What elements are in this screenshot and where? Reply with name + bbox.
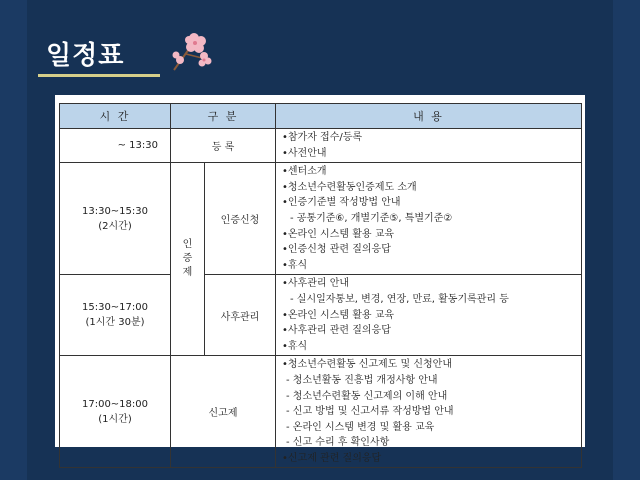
registration-content	[276, 129, 582, 163]
header-content: 내 용	[276, 104, 582, 129]
flower-icon	[168, 28, 212, 74]
table-row-after-manage	[60, 275, 582, 356]
report-category: 신고제	[171, 356, 276, 468]
time-range: 17:00~18:00	[81, 398, 148, 410]
list-item: •온라인 시스템 활용 교육	[282, 228, 395, 240]
list-item: •청소년수련활동인증제도 소개	[282, 181, 417, 193]
list-item: - 청소년활동 진흥법 개정사항 안내	[286, 374, 438, 386]
after-manage-time	[60, 275, 171, 356]
list-item: - 신고 방법 및 신고서류 작성방법 안내	[286, 406, 454, 418]
list-item: - 청소년수련활동 신고제의 이해 안내	[286, 390, 448, 402]
schedule-table	[59, 103, 582, 468]
after-manage-category: 사후관리	[205, 275, 276, 356]
list-item: •신고제 관련 질의응답	[282, 452, 382, 464]
list-item: - 공통기준⑥, 개별기준⑤, 특별기준②	[290, 212, 453, 224]
after-manage-content	[276, 275, 582, 356]
schedule-panel	[55, 95, 585, 464]
table-row-cert-apply	[60, 163, 582, 275]
title-underline	[38, 74, 160, 77]
report-content	[276, 356, 582, 468]
cert-group-char: 증	[182, 253, 193, 265]
header-category: 구 분	[171, 104, 276, 129]
time-duration: (2시간)	[98, 220, 132, 232]
list-item: •휴식	[282, 259, 308, 271]
list-item: •사후관리 안내	[282, 278, 350, 290]
cert-apply-time	[60, 163, 171, 275]
cert-group-label	[171, 163, 205, 356]
list-item: •휴식	[282, 340, 308, 352]
registration-time: ~ 13:30	[60, 129, 171, 163]
list-item: •사후관리 관련 질의응답	[282, 325, 391, 337]
cert-apply-category: 인증신청	[205, 163, 276, 275]
list-item: •청소년수련활동 신고제도 및 신청안내	[282, 359, 452, 371]
list-item: - 신고 수리 후 확인사항	[286, 437, 390, 449]
time-duration: (1시간 30분)	[85, 317, 145, 329]
header-time: 시 간	[60, 104, 171, 129]
cert-group-char: 제	[182, 267, 193, 279]
page-title: 일정표	[46, 41, 125, 71]
cert-group-char: 인	[182, 239, 193, 251]
registration-category: 등 록	[171, 129, 276, 163]
time-duration: (1시간)	[98, 413, 132, 425]
list-item: •인증기준별 작성방법 안내	[282, 197, 401, 209]
cert-apply-content	[276, 163, 582, 275]
list-item: •참가자 접수/등록	[282, 132, 363, 143]
list-item: •센터소개	[282, 166, 327, 178]
list-item: •인증신청 관련 질의응답	[282, 244, 391, 256]
list-item: - 온라인 시스템 변경 및 활용 교육	[286, 421, 435, 433]
time-range: 15:30~17:00	[81, 302, 148, 314]
list-item: •사전안내	[282, 147, 327, 159]
report-time	[60, 356, 171, 468]
table-row-report	[60, 356, 582, 468]
table-header-row	[60, 104, 582, 129]
time-range: 13:30~15:30	[81, 205, 148, 217]
list-item: - 실시일자통보, 변경, 연장, 만료, 활동기록관리 등	[290, 293, 509, 305]
table-row-registration	[60, 129, 582, 163]
list-item: •온라인 시스템 활용 교육	[282, 309, 395, 321]
